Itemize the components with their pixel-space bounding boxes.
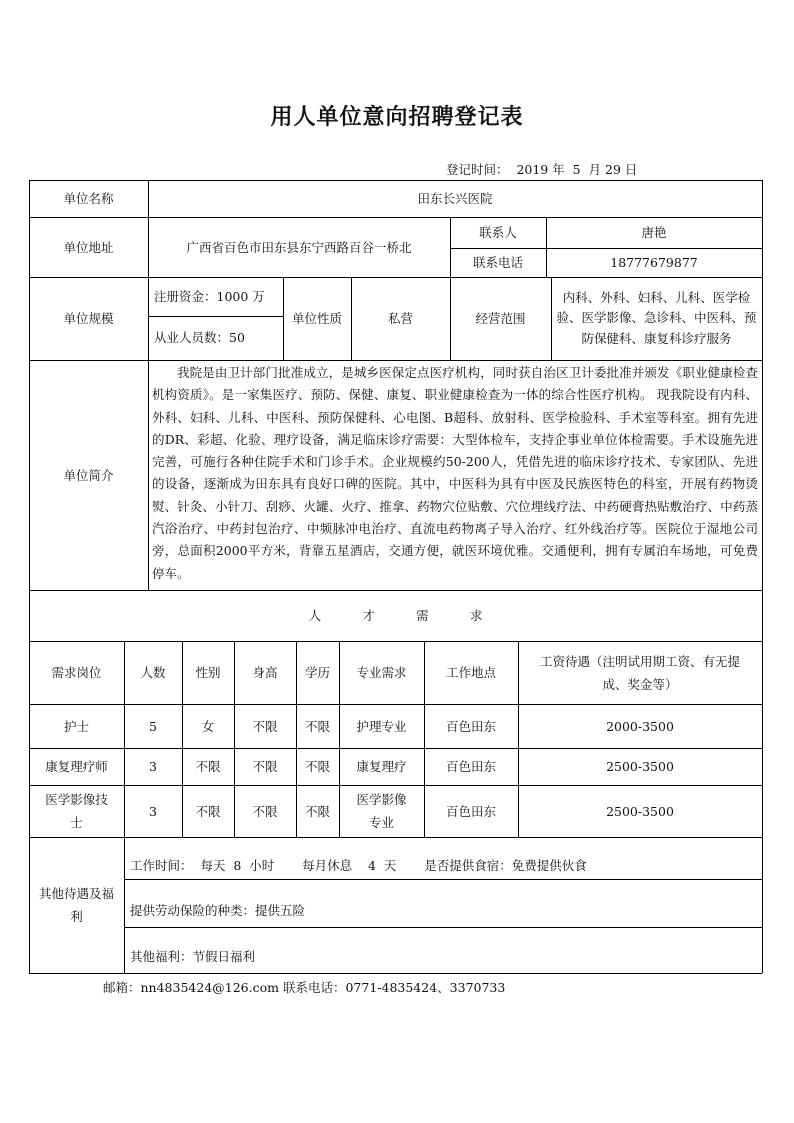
company-name: 田东长兴医院 [417, 191, 493, 206]
table-row-position: 医学影像技士 [45, 792, 108, 830]
company-address: 广西省百色市田东县东宁西路百谷一桥北 [186, 239, 412, 255]
company-nature: 私营 [387, 311, 413, 326]
header-height: 身高 [252, 665, 278, 680]
business-scope: 内科、外科、妇科、儿科、医学检验、医学影像、急诊科、中医科、预防保健科、康复科诊疗服务 [556, 289, 757, 346]
table-row-gender: 不限 [195, 759, 221, 774]
table-row-education: 不限 [304, 759, 330, 774]
table-row-major: 护理专业 [356, 718, 407, 734]
contact-person: 唐艳 [641, 225, 667, 240]
table-row-gender: 不限 [195, 803, 221, 819]
scope-label: 经营范围 [475, 311, 526, 326]
table-row-location: 百色田东 [445, 803, 496, 819]
contact-phone: 18777679877 [610, 255, 698, 270]
header-major: 专业需求 [356, 665, 407, 680]
table-row-salary: 2500-3500 [606, 803, 674, 819]
header-education: 学历 [304, 665, 330, 680]
benefits-label: 其他待遇及福利 [38, 886, 114, 924]
company-name-label: 单位名称 [63, 191, 114, 206]
scale-label: 单位规模 [63, 311, 114, 326]
employee-count: 从业人员数：50 [154, 330, 245, 345]
table-row-major: 医学影像专业 [356, 792, 407, 830]
register-time: 登记时间： 2019 年 5 月 29 日 [446, 162, 638, 177]
table-row-salary: 2000-3500 [606, 718, 674, 734]
talent-section-title: 人才需求 [308, 608, 524, 623]
work-time: 工作时间： 每天 8 小时 每月休息 4 天 是否提供食宿：免费提供伙食 [130, 858, 587, 873]
address-label: 单位地址 [63, 239, 114, 255]
document-title: 用人单位意向招聘登记表 [270, 105, 524, 130]
footer-contact: 邮箱：nn4835424@126.com 联系电话：0771-4835424、3370733 [103, 980, 506, 995]
other-benefits: 其他福利：节假日福利 [130, 949, 256, 964]
company-intro: 我院是由卫计部门批准成立，是城乡医保定点医疗机构，同时获自治区卫计委批准并颁发《职业健康检查机构资质》。是一家集医疗、预防、保健、康复、职业健康检查为一体的综合性医疗机构。 现我院设有内科、外科、妇科、儿科、中医科、预防保健科、心电图、B超科、放射科、医学检验科、手术室等科室。拥有先进的DR、彩超、化验、理疗设备，满足临床诊疗需要：大型体检车，支持企事业单位体检需要。手术设施先进完善，可施行各种住院手术和门诊手术。企业规模约50-200人，凭借先进的临床诊疗技术、专家团队、先进的设备，逐渐成为田东具有良好口碑的医院。其中，中医科为具有中医及民族医特色的科室，开展有药物烫熨、针灸、小针刀、刮痧、火罐、火疗、推拿、药物穴位贴敷、穴位埋线疗法、中药硬膏热贴敷治疗、中药蒸汽浴治疗、中药封包治疗、中频脉冲电治疗、直流电药物离子导入治疗、红外线治疗等。医院位于湿地公司旁，总面积2000平方米，背靠五星酒店，交通方便，就医环境优雅。交通便利，拥有专属泊车场地，可免费停车。 [152, 365, 758, 581]
header-position: 需求岗位 [51, 665, 102, 680]
table-row-salary: 2500-3500 [606, 759, 674, 774]
header-salary: 工资待遇（注明试用期工资、有无提成、奖金等） [539, 653, 740, 692]
intro-label: 单位简介 [63, 467, 114, 483]
table-row-location: 百色田东 [445, 759, 496, 774]
table-row-major: 康复理疗 [356, 759, 407, 774]
table-row-education: 不限 [304, 718, 330, 734]
table-row-gender: 女 [201, 718, 215, 734]
table-row-education: 不限 [304, 803, 330, 819]
table-row-count: 3 [149, 759, 157, 774]
table-row-position: 康复理疗师 [45, 759, 108, 774]
table-row-height: 不限 [252, 718, 278, 734]
phone-label: 联系电话 [472, 255, 523, 270]
table-row-count: 3 [149, 803, 157, 819]
header-gender: 性别 [195, 665, 221, 680]
header-count: 人数 [140, 665, 166, 680]
registered-capital: 注册资金：1000 万 [154, 288, 265, 304]
header-location: 工作地点 [445, 665, 496, 680]
table-row-height: 不限 [252, 759, 278, 774]
registration-table [29, 180, 762, 973]
contact-label: 联系人 [479, 225, 517, 240]
table-row-location: 百色田东 [445, 718, 496, 734]
insurance-types: 提供劳动保险的种类：提供五险 [130, 903, 306, 918]
table-row-position: 护士 [63, 718, 89, 734]
nature-label: 单位性质 [291, 311, 342, 326]
table-row-count: 5 [149, 718, 157, 734]
table-row-height: 不限 [252, 803, 278, 819]
